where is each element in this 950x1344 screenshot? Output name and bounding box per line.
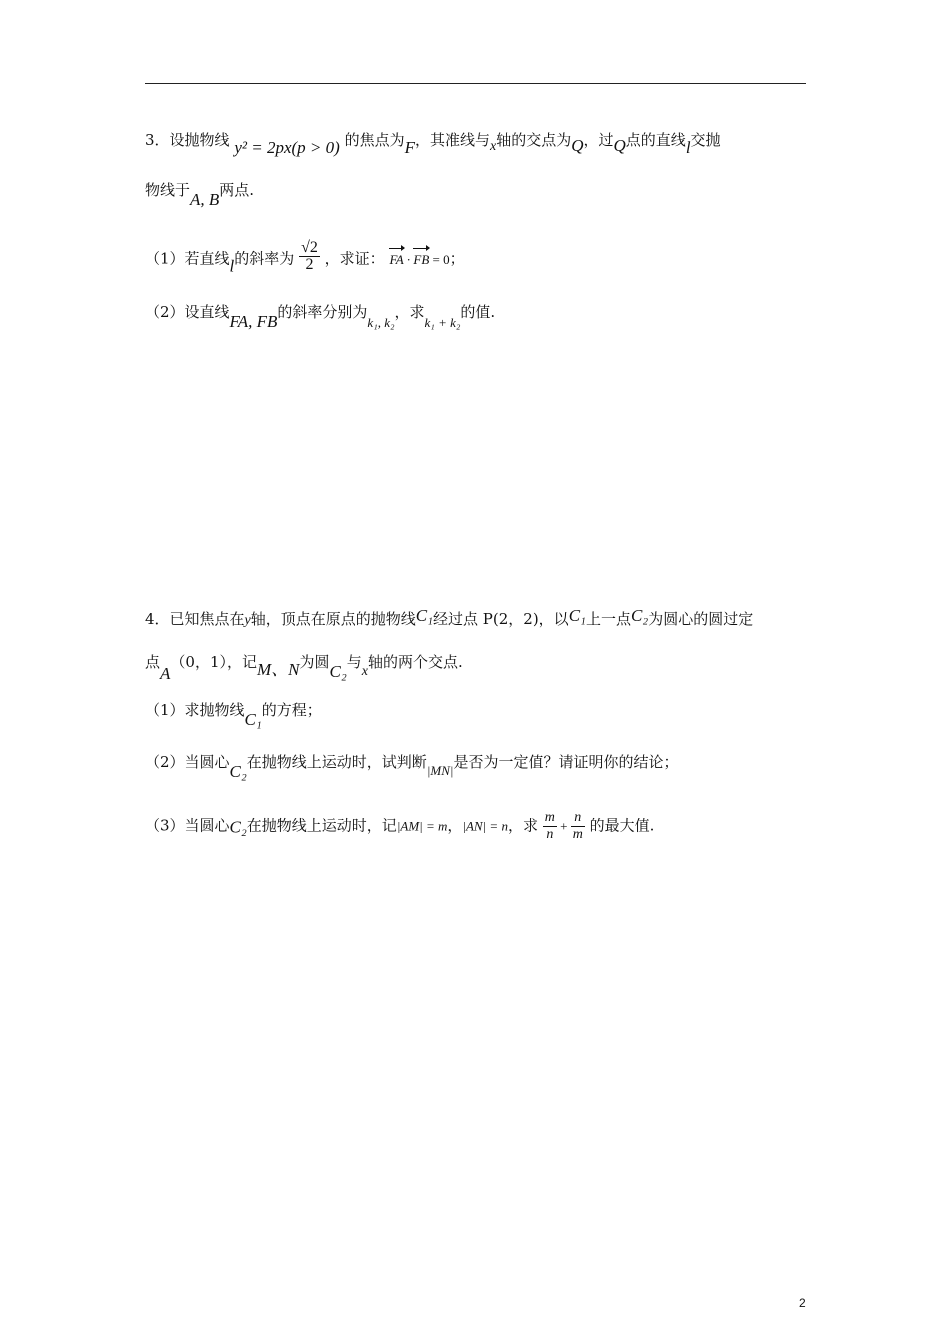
q3-text: 轴的交点为 bbox=[496, 131, 572, 149]
q4-text: 与 bbox=[346, 653, 362, 671]
q4-text: 为圆心的圆过定 bbox=[648, 610, 754, 628]
q4-text: （0，1），记 bbox=[170, 653, 257, 671]
q3-lines-FA-FB: FA, FB bbox=[229, 312, 278, 331]
q4-text: 的方程； bbox=[261, 701, 322, 719]
q3-part-1 bbox=[145, 239, 806, 277]
q3-text: ，求证： bbox=[324, 249, 385, 268]
q4-circle-center-C2: C₂ bbox=[229, 817, 247, 837]
q4-text: 为圆 bbox=[299, 653, 330, 671]
q3-line-l: l bbox=[229, 256, 235, 276]
q3-parabola-equation: y² = 2px(p > 0) bbox=[234, 138, 340, 157]
q4-text: （1）求抛物线 bbox=[145, 701, 245, 719]
q4-part-3 bbox=[145, 810, 806, 843]
vector-FB: FB bbox=[413, 250, 429, 270]
q4-text: ， bbox=[447, 816, 463, 835]
q4-part-2 bbox=[145, 752, 806, 782]
q3-focus-F: F bbox=[404, 138, 415, 157]
q4-text: 上一点 bbox=[585, 610, 631, 628]
q4-MN-length: |MN| bbox=[426, 763, 454, 778]
q3-line-1 bbox=[145, 130, 806, 158]
q3-text: 两点. bbox=[219, 181, 255, 199]
q4-line-1 bbox=[145, 606, 806, 631]
q3-text: （1）若直线 bbox=[145, 249, 230, 268]
q4-circle-C2: C₂ bbox=[329, 662, 347, 681]
q3-part-2 bbox=[145, 302, 806, 333]
q4-circle-center-C2: C₂ bbox=[630, 606, 649, 625]
fraction-numerator: n bbox=[571, 810, 585, 827]
plus-operator: + bbox=[556, 818, 571, 834]
q4-AM-equals-m: |AM| = m bbox=[396, 818, 448, 834]
dot-operator: · bbox=[403, 251, 414, 267]
q3-text: （2）设直线 bbox=[145, 303, 230, 321]
q4-line-2 bbox=[145, 652, 806, 684]
q4-fraction-n-over-m bbox=[571, 810, 585, 843]
q4-text: 轴，顶点在原点的抛物线 bbox=[250, 610, 416, 628]
q4-AN-equals-n: |AN| = n bbox=[462, 818, 508, 834]
fraction-denominator: m bbox=[572, 827, 583, 842]
fraction-numerator: m bbox=[544, 810, 555, 825]
q4-text: （3）当圆心 bbox=[145, 816, 230, 835]
q4-text: 轴的两个交点. bbox=[368, 653, 463, 671]
q4-circle-center-C2: C₂ bbox=[229, 762, 247, 781]
q3-text: 交抛 bbox=[690, 131, 721, 149]
q4-parabola-C1: C₁ bbox=[244, 710, 262, 729]
q3-text: ，其准线与 bbox=[414, 131, 490, 149]
q3-slope-fraction bbox=[299, 240, 320, 273]
q4-text: 在抛物线上运动时，试判断 bbox=[246, 753, 427, 771]
q3-point-Q: Q bbox=[571, 136, 584, 155]
q4-fraction-m-over-n bbox=[543, 810, 557, 843]
vector-FA: FA bbox=[389, 250, 403, 270]
q3-text: 的斜率分别为 bbox=[277, 303, 368, 321]
q3-point-Q: Q bbox=[613, 136, 626, 155]
q4-parabola-C1: C₁ bbox=[415, 606, 434, 625]
q3-dot-product bbox=[389, 252, 449, 267]
q3-text: ； bbox=[449, 249, 465, 268]
q4-text: 在抛物线上运动时，记 bbox=[246, 816, 397, 835]
q3-text: 的值. bbox=[460, 303, 496, 321]
q3-line-l: l bbox=[685, 138, 691, 157]
q3-slope-sum: k₁ + k₂ bbox=[424, 315, 461, 330]
q4-text: （2）当圆心 bbox=[145, 753, 230, 771]
q3-slopes-k: k₁, k₂ bbox=[367, 315, 395, 330]
q4-text: 4．已知焦点在 bbox=[145, 610, 245, 628]
q4-text: 是否为一定值？请证明你的结论； bbox=[453, 753, 679, 771]
q4-parabola-C1: C₁ bbox=[568, 606, 586, 625]
q4-point-A: A bbox=[160, 664, 171, 683]
page-number: 2 bbox=[799, 1296, 806, 1310]
fraction-numerator: √2 bbox=[301, 239, 318, 256]
q4-text: 经过点 P(2，2)，以 bbox=[433, 610, 569, 628]
fraction-denominator: n bbox=[546, 827, 554, 842]
fraction-denominator: 2 bbox=[305, 256, 314, 273]
q4-text: 点 bbox=[145, 653, 161, 671]
q3-text: ，过 bbox=[583, 131, 614, 149]
q4-text: ，求 bbox=[507, 816, 538, 835]
q4-x: x bbox=[361, 664, 368, 679]
q3-text: 的焦点为 bbox=[344, 131, 405, 149]
q3-points-AB: A, B bbox=[190, 190, 220, 209]
q3-text: 物线于 bbox=[145, 181, 191, 199]
header-rule bbox=[145, 83, 806, 84]
q3-x: x bbox=[489, 139, 497, 154]
q4-y: y bbox=[244, 613, 251, 628]
q4-points-M-N: M、N bbox=[257, 660, 300, 679]
equals-zero: = 0 bbox=[429, 251, 450, 267]
q3-text: 3．设抛物线 bbox=[145, 131, 230, 149]
q3-text: 点的直线 bbox=[625, 131, 686, 149]
q3-text: 的斜率为 bbox=[234, 249, 295, 268]
q4-text: 的最大值. bbox=[589, 816, 655, 835]
q4-part-1 bbox=[145, 700, 806, 730]
q3-text: ，求 bbox=[394, 303, 425, 321]
q3-line-2 bbox=[145, 180, 806, 210]
